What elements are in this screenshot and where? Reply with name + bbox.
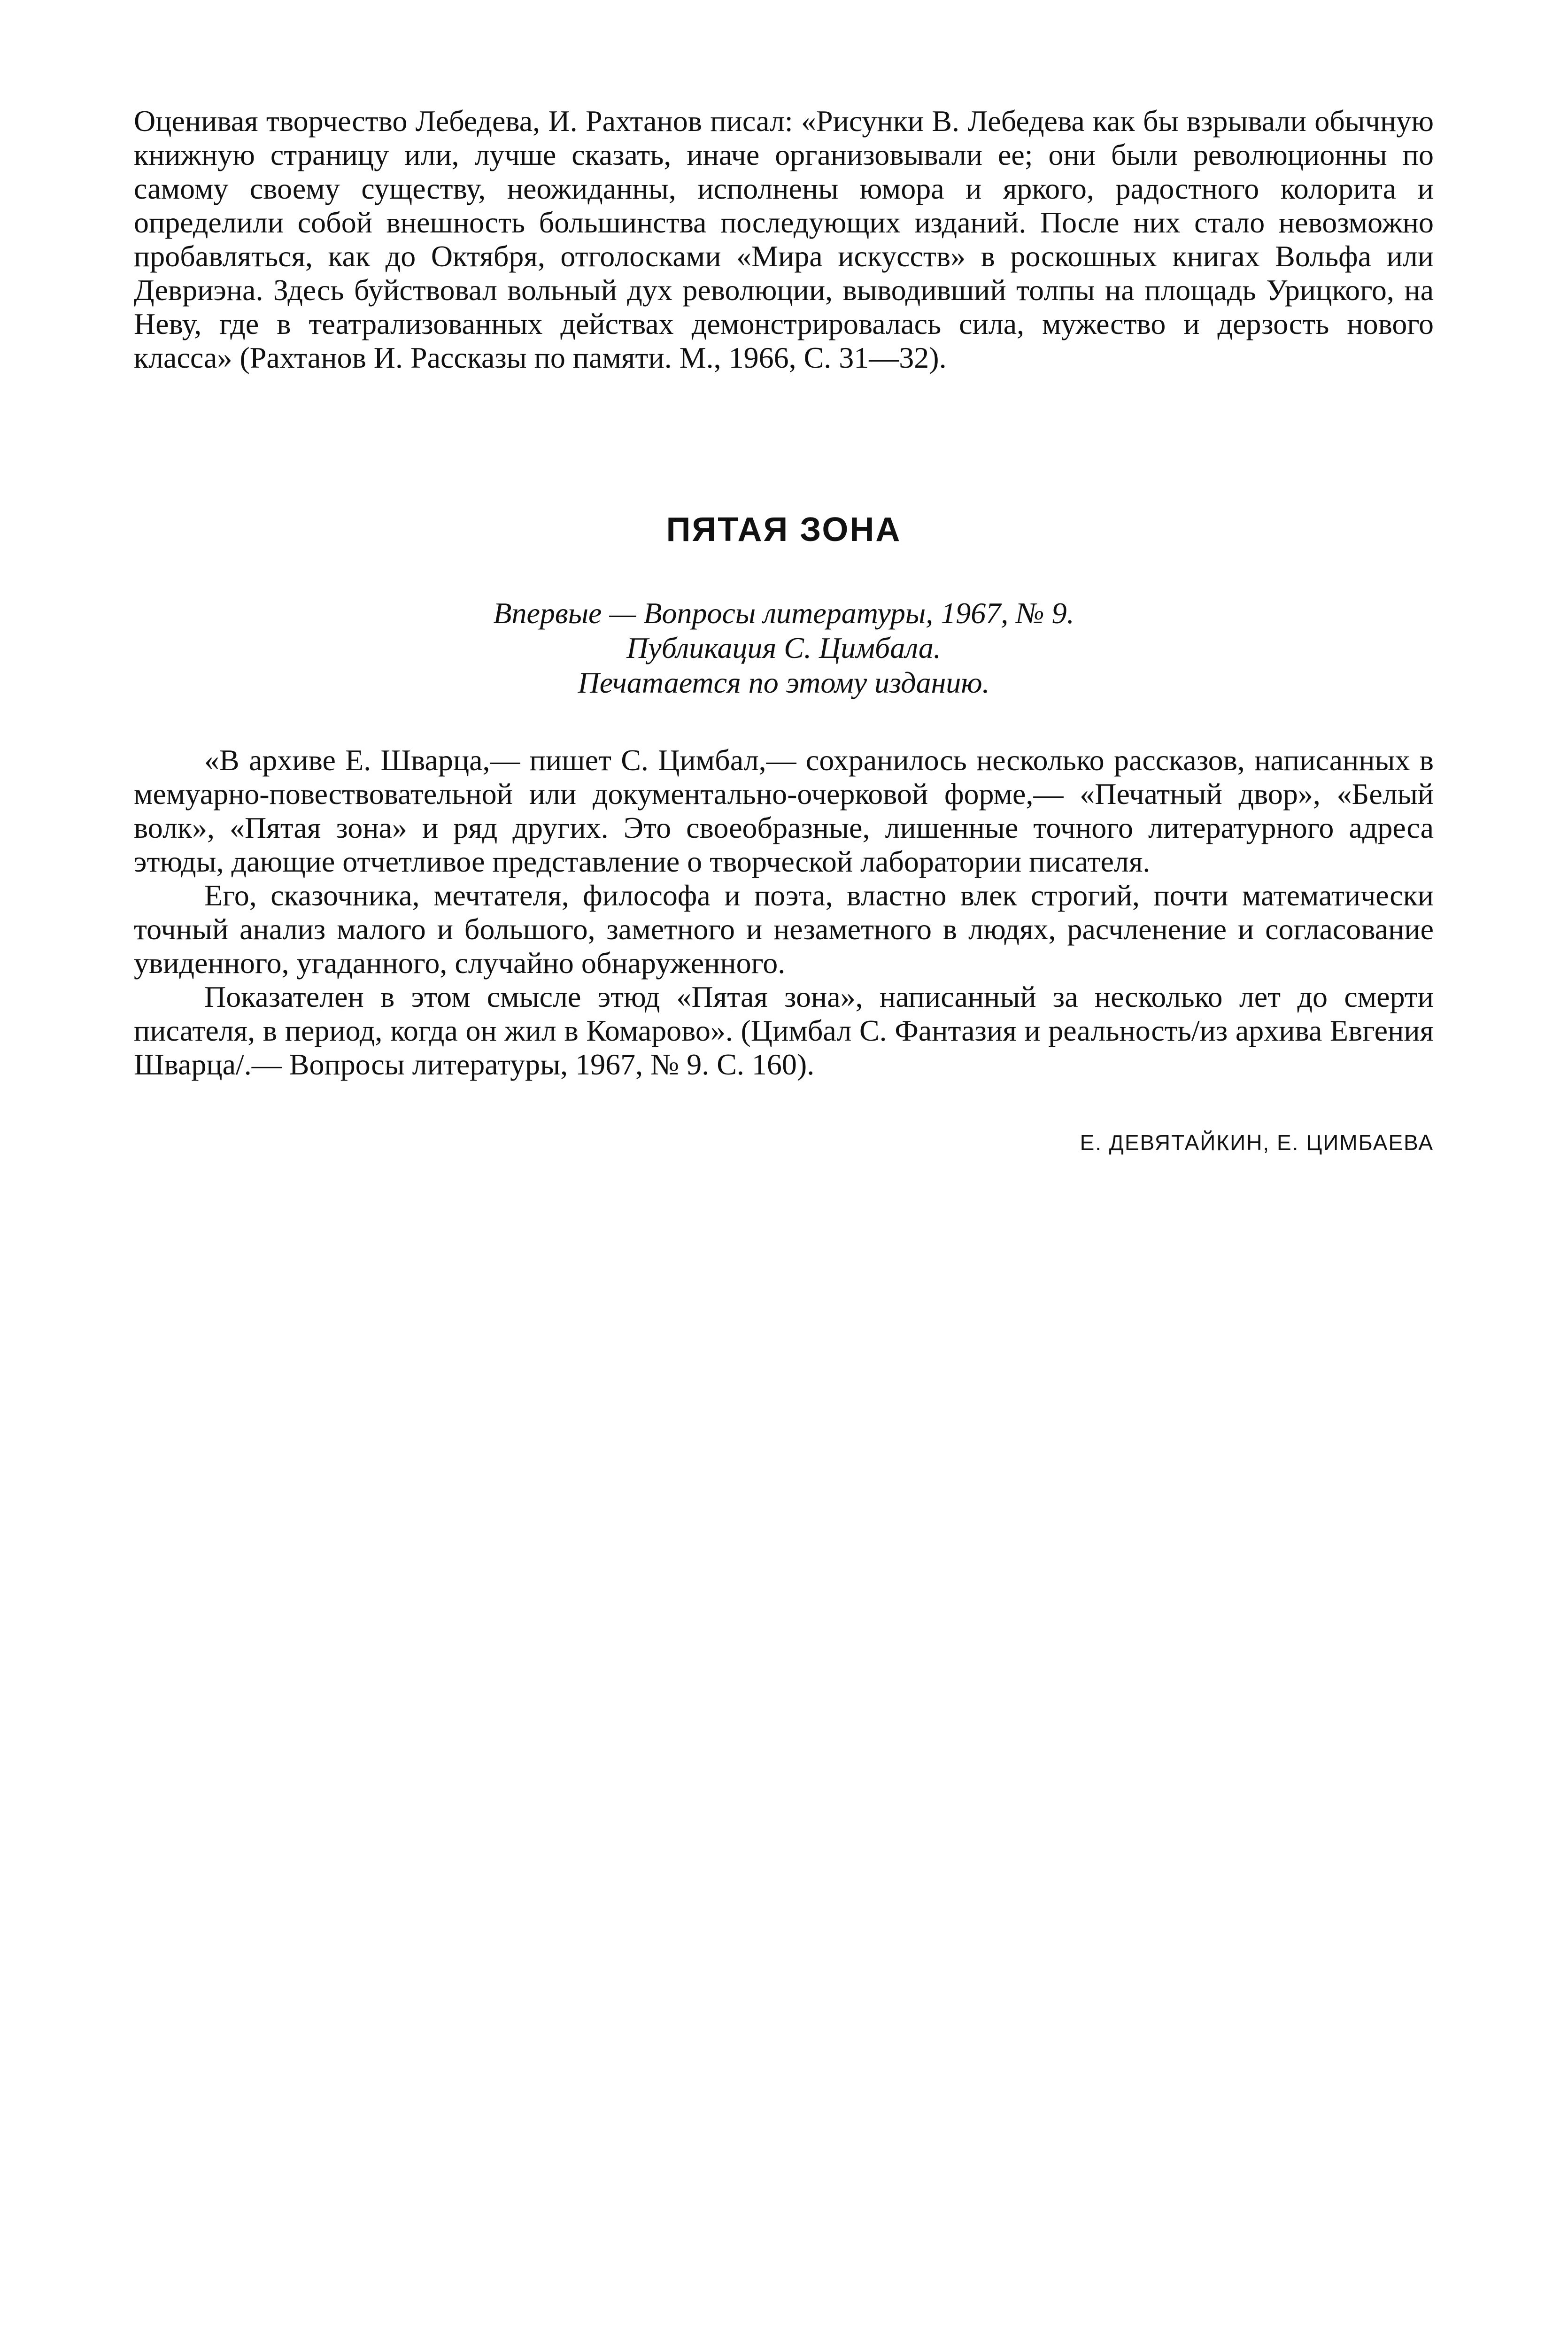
publication-source: [134, 596, 1434, 700]
body-paragraph-2: Его, сказочника, мечтателя, философа и поэта, властно влек строгий, почти математически точный анализ малого и большого, заметного и незаметного в людях, расчленение и согласование увиденного, угаданного, случайно обнаруженного.: [134, 879, 1434, 980]
source-line-publication: Публикация С. Цимбала.: [626, 631, 941, 664]
section-title: ПЯТАЯ ЗОНА: [666, 511, 902, 548]
source-line-first-published: Впервые — Вопросы литературы, 1967, № 9.: [493, 596, 1074, 630]
intro-paragraph: Оценивая творчество Лебедева, И. Рахтанов писал: «Рисунки В. Лебедева как бы взрывали обычную книжную страницу или, лучше сказать, иначе организовывали ее; они были революционны по самому своему существу, неожиданны, исполнены юмора и яркого, радостного колорита и определили собой внешность большинства последующих изданий. После них стало невозможно пробавляться, как до Октября, отголосками «Мира искусств» в роскошных книгах Вольфа или Девриэна. Здесь буйствовал вольный дух революции, выводивший толпы на площадь Урицкого, на Неву, где в театрализованных действах демонстрировалась сила, мужество и дерзость нового класса» (Рахтанов И. Рассказы по памяти. М., 1966, С. 31—32).: [134, 104, 1434, 374]
body-paragraph-1: «В архиве Е. Шварца,— пишет С. Цимбал,— сохранилось несколько рассказов, написанных в мемуарно-повествовательной или документально-очерковой форме,— «Печатный двор», «Белый волк», «Пятая зона» и ряд других. Это своеобразные, лишенные точного литературного адреса этюды, дающие отчетливое представление о творческой лаборатории писателя.: [134, 743, 1434, 878]
author-signature: Е. ДЕВЯТАЙКИН, Е. ЦИМБАЕВА: [1080, 1130, 1434, 1155]
page-content: [134, 104, 1434, 1157]
section-body: [134, 743, 1434, 1081]
source-line-printed-from: Печатается по этому изданию.: [578, 666, 990, 699]
body-paragraph-3: Показателен в этом смысле этюд «Пятая зона», написанный за несколько лет до смерти писателя, в период, когда он жил в Комарово». (Цимбал С. Фантазия и реальность/из архива Евгения Шварца/.— Вопросы литературы, 1967, № 9. С. 160).: [134, 980, 1434, 1081]
